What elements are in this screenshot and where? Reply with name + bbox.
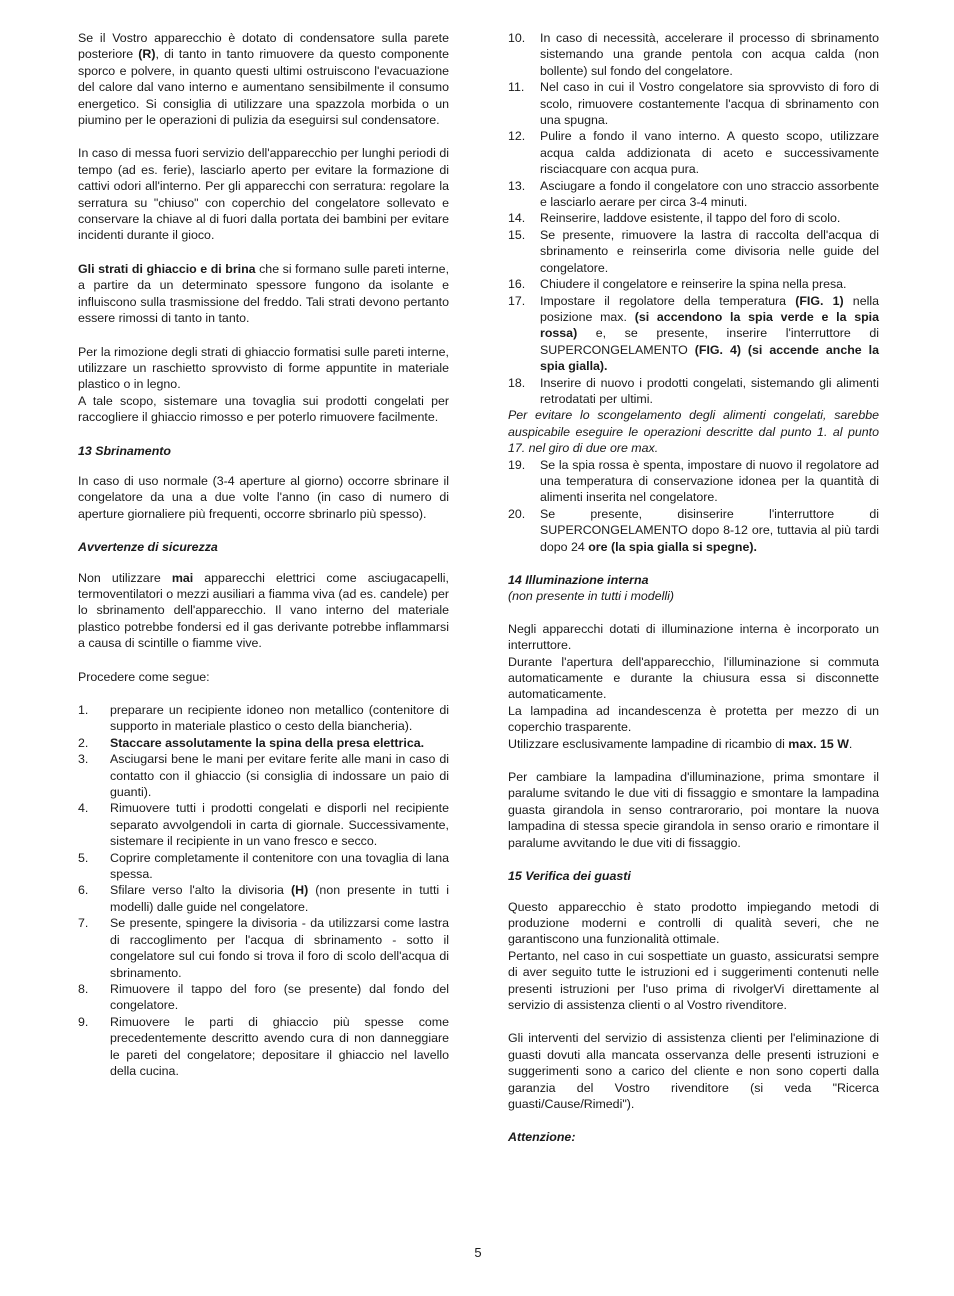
list-item: 11. Nel caso in cui il Vostro congelatore sia sprovvisto di foro di scolo, rimuovere costantemente l'acqua di sbrinamento con una spugna. bbox=[508, 80, 879, 128]
italic-note: Per evitare lo scongelamento degli alimenti congelati, sarebbe auspicabile eseguire le operazioni descritte dal punto 1. al punto 17. nel giro di due ore max. bbox=[508, 408, 879, 456]
list-item: 3. Asciugarsi bene le mani per evitare ferite alle mani in caso di contatto con il ghiaccio (si consiglia di indossare un paio di guanti). bbox=[78, 752, 449, 800]
tablecloth-paragraph: A tale scopo, sistemare una tovaglia sui prodotti congelati per raccogliere il ghiaccio rimosso e per poterlo rimuovere facilmente. bbox=[78, 393, 449, 425]
list-item: 4. Rimuovere tutti i prodotti congelati e disporli nel recipiente separato avvolgendoli in carta di giornale. Successivamente, sistemare il recipiente in un vano fresco e secco. bbox=[78, 801, 449, 849]
condenser-paragraph: Se il Vostro apparecchio è dotato di condensatore sulla parete posteriore (R), di tanto in tanto rimuovere da questo componente sporco e polvere, in quanto questi ultimi ostruiscono l'evacuazione del calore dal vano interno e aumentano sensibilmente il consumo energetico. Si consiglia di utilizzare una spazzola morbida o un piumino per le operazioni di pulizia da eseguirsi sul condensatore. bbox=[78, 31, 450, 128]
list-item: 15. Se presente, rimuovere la lastra di raccolta dell'acqua di sbrinamento e reinserirla come divisoria nelle guide del congelatore. bbox=[508, 227, 879, 275]
ice-layers-paragraph: Gli strati di ghiaccio e di brina che si formano sulle pareti interne, a partire da un determinato spessore fungono da isolante e influiscono sulla trasmissione del freddo. Tali strati devono pertanto essere rimossi di tanto in tanto. bbox=[78, 261, 450, 326]
list-item: 13. Asciugare a fondo il congelatore con uno straccio assorbente e lasciarlo aerare per circa 3-4 minuti. bbox=[508, 178, 879, 210]
list-item: 17. Impostare il regolatore della temperatura (FIG. 1) nella posizione max. (si accendono la spia verde e la spia rossa) e, se presente, inserire l'interruttore di SUPERCONGELAMENTO (FIG. 4) (si accende anche la spia gialla). bbox=[508, 293, 879, 374]
service-costs-paragraph: Gli interventi del servizio di assistenza clienti per l'eliminazione di guasti dovuti alla mancata osservanza delle presenti istruzioni e suggerimenti sono a carico del cliente e non sono coperti dalla garanzia del Vostro rivenditore (si veda "Ricerca guasti/Cause/Rimedi"). bbox=[508, 1031, 879, 1111]
list-item: 8. Rimuovere il tappo del foro (se presente) dal fondo del congelatore. bbox=[78, 981, 449, 1013]
procedure-intro: Procedere come segue: bbox=[78, 669, 210, 684]
defrost-steps-list-continued bbox=[508, 30, 879, 407]
list-item: 19. Se la spia rossa è spenta, impostare di nuovo il regolatore ad una temperatura di conservazione idonea per la quantità di alimenti inserita nel congelatore. bbox=[508, 457, 879, 505]
defrost-steps-list bbox=[78, 702, 449, 1079]
list-item: 10. In caso di necessità, accelerare il processo di sbrinamento sistemando una grande pentola con acqua calda (non bollente) sul fondo del congelatore. bbox=[508, 31, 879, 78]
list-item: 12. Pulire a fondo il vano interno. A questo scopo, utilizzare acqua calda addizionata di aceto e successivamente risciacquare con acqua pura. bbox=[508, 129, 879, 177]
section-14-heading: 14 Illuminazione interna bbox=[508, 573, 649, 587]
troubleshooting-paragraph-1: Questo apparecchio è stato prodotto impiegando metodi di produzione moderni e controlli di qualità severi, che ne garantiscono una funzionalità ottimale. bbox=[508, 899, 879, 947]
troubleshooting-paragraph-2: Pertanto, nel caso in cui sospettiate un guasto, assicuratsi sempre di aver seguito tutte le istruzioni ed i suggerimenti contenuti nelle presenti istruzioni per l'uso prima di rivolgerVi direttamente al servizio di assistenza clienti o al Vostro rivenditore. bbox=[508, 948, 879, 1012]
attention-heading: Attenzione: bbox=[508, 1130, 576, 1145]
list-item: 9. Rimuovere le parti di ghiaccio più spesse come precedentemente descritto avendo cura di non danneggiare le pareti del congelatore; depositare il ghiaccio nel lavello della cucina. bbox=[78, 1014, 449, 1078]
list-item: 14. Reinserire, laddove esistente, il tappo del foro di scolo. bbox=[508, 211, 841, 226]
list-item: 16. Chiudere il congelatore e reinserire la spina nella presa. bbox=[508, 277, 847, 292]
left-column bbox=[78, 30, 449, 1079]
defrost-steps-list-final bbox=[508, 457, 879, 555]
list-item: 18. Inserire di nuovo i prodotti congelati, sistemando gli alimenti retrodatati per ultimi. bbox=[508, 375, 879, 406]
lighting-paragraph-2: Durante l'apertura dell'apparecchio, l'illuminazione si commuta automaticamente e durante la chiusura essa si disconnette automaticamente. bbox=[508, 654, 879, 702]
right-column bbox=[508, 30, 879, 1160]
safety-heading: Avvertenze di sicurezza bbox=[78, 540, 218, 555]
bulb-change-paragraph: Per cambiare la lampadina d'illuminazione, prima smontare il paralume svitando le due viti di fissaggio e smontare la lampadina guasta girandola in senso contrarorario, poi montare la nuova lampadina di stessa specie girandola in senso orario e rimontare il paralume avvitando le due viti di fissaggio. bbox=[508, 770, 879, 850]
list-item: 2. Staccare assolutamente la spina della presa elettrica. bbox=[78, 735, 425, 750]
ice-removal-paragraph: Per la rimozione degli strati di ghiaccio formatisi sulle pareti interne, utilizzare un raschietto sprovvisto di forme appuntite in materiale plastico o in legno. bbox=[78, 344, 449, 392]
list-item: 1. preparare un recipiente idoneo non metallico (contenitore di supporto in materiale plastico o cesto della biancheria). bbox=[78, 703, 449, 734]
section-14-note: (non presente in tutti i modelli) bbox=[508, 589, 674, 604]
lighting-paragraph-4: Utilizzare esclusivamente lampadine di ricambio di max. 15 W. bbox=[508, 736, 853, 751]
list-item: 20. Se presente, disinserire l'interruttore di SUPERCONGELAMENTO dopo 8-12 ore, tuttavia al più tardi dopo 24 ore (la spia gialla si spegne). bbox=[508, 506, 879, 554]
safety-paragraph: Non utilizzare mai apparecchi elettrici come asciugacapelli, termoventilatori o mezzi ausiliari a fiamma viva (ad es. candele) per lo sbrinamento dell'apparecchio. Il vano interno del materiale plastico potrebbe fondersi ed il gas derivante potrebbe inflammarsi a causa di scintille o fiamme vive. bbox=[78, 570, 449, 651]
lighting-paragraph-3: La lampadina ad incandescenza è protetta per mezzo di un coperchio trasparente. bbox=[508, 703, 879, 735]
out-of-service-paragraph: In caso di messa fuori servizio dell'apparecchio per lunghi periodi di tempo (ad es. ferie), lasciarlo aperto per evitare la formazione di cattivi odori all'interno. Per gli apparecchi con serratura: regolare la serratura su "chiuso" con coperchio del congelatore sollevato e conservare la chiave al di fuori dalla portata dei bambini per evitare incidenti durante il gioco. bbox=[78, 146, 449, 243]
list-item: 5. Coprire completamente il contenitore con una tovaglia di lana spessa. bbox=[78, 850, 449, 882]
page-number: 5 bbox=[474, 1245, 482, 1260]
list-item: 6. Sfilare verso l'alto la divisoria (H) (non presente in tutti i modelli) dalle guide nel congelatore. bbox=[78, 883, 449, 914]
section-13-heading: 13 Sbrinamento bbox=[78, 443, 171, 458]
defrost-frequency-paragraph: In caso di uso normale (3-4 aperture al giorno) occorre sbrinare il congelatore da una a due volte l'anno (in caso di numero di aperture giornaliere più frequenti, occorre sbrinarlo più spesso). bbox=[78, 473, 449, 521]
lighting-paragraph-1: Negli apparecchi dotati di illuminazione interna è incorporato un interruttore. bbox=[508, 621, 879, 653]
section-15-heading: 15 Verifica dei guasti bbox=[508, 869, 631, 884]
list-item: 7. Se presente, spingere la divisoria - da utilizzarsi come lastra di raccoglimento per l'acqua di sbrinamento - sotto il congelatore sul cui fondo si trova il foro di scolo dell'acqua di sbrinamento. bbox=[78, 916, 449, 980]
